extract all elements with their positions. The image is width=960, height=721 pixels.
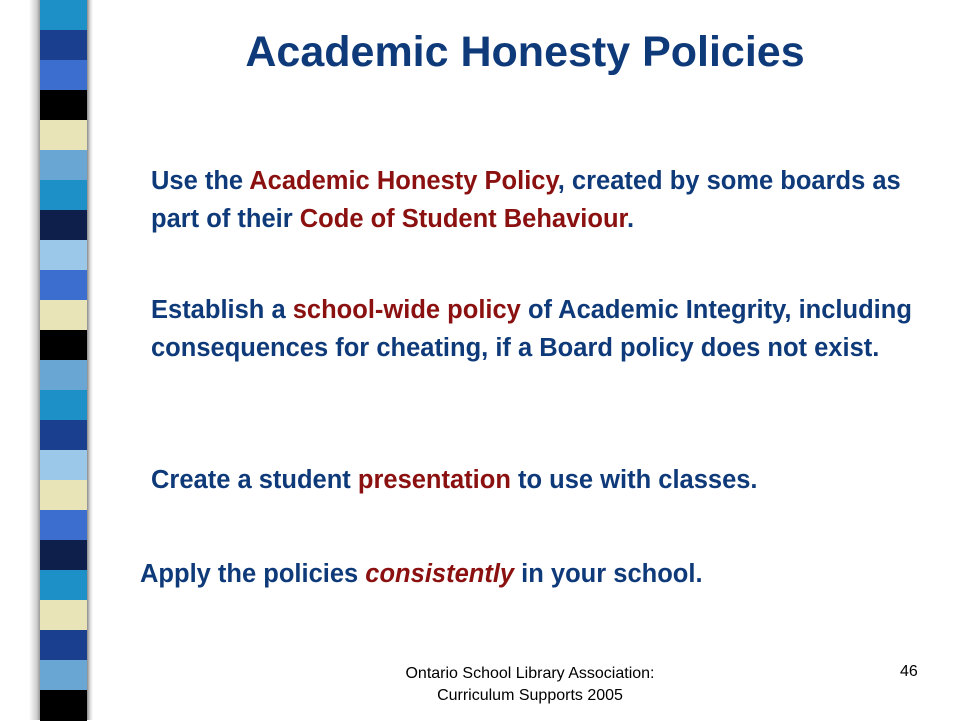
decorative-side-stripe xyxy=(0,0,110,720)
stripe-block xyxy=(40,510,87,541)
stripe-block xyxy=(40,540,87,571)
footer-text: Ontario School Library Association: Curriculum Supports 2005 xyxy=(405,665,655,704)
stripe-shadow-left xyxy=(29,0,40,720)
bullet-academic-honesty-policy xyxy=(151,162,951,238)
bullet-school-wide-policy xyxy=(151,291,951,367)
stripe-block xyxy=(40,300,87,331)
stripe-block xyxy=(40,450,87,481)
text-segment: of Academic Integrity, including consequences for cheating, if a Board policy does not exist. xyxy=(151,296,912,362)
stripe-block xyxy=(40,690,87,721)
slide-title: Academic Honesty Policies xyxy=(245,28,805,76)
stripe-block xyxy=(40,390,87,421)
stripe-block xyxy=(40,600,87,631)
stripe-block xyxy=(40,150,87,181)
stripe-block xyxy=(40,180,87,211)
page-number: 46 xyxy=(900,663,918,680)
highlight-presentation: presentation xyxy=(357,466,511,494)
text-segment: Create a student xyxy=(151,466,358,494)
stripe-block xyxy=(40,330,87,361)
stripe-block xyxy=(40,360,87,391)
stripe-block xyxy=(40,120,87,151)
text-segment: to use with classes. xyxy=(510,466,758,494)
highlight-code-of-student-behaviour: Code of Student Behaviour xyxy=(299,205,628,233)
stripe-block xyxy=(40,240,87,271)
bullet-apply-consistently xyxy=(140,555,940,593)
bullet-student-presentation xyxy=(151,461,951,499)
stripe-block xyxy=(40,0,87,31)
text-segment: Apply the policies xyxy=(140,560,366,588)
stripe-block xyxy=(40,90,87,121)
text-segment: Use the xyxy=(151,167,250,195)
text-segment: , created by some boards as part of their xyxy=(151,167,901,233)
stripe-block xyxy=(40,660,87,691)
stripe-block xyxy=(40,60,87,91)
stripe-block xyxy=(40,210,87,241)
highlight-consistently: consistently xyxy=(365,560,515,588)
highlight-school-wide-policy: school-wide policy xyxy=(292,296,521,324)
stripe-block xyxy=(40,30,87,61)
text-segment: . xyxy=(627,205,635,233)
text-segment: in your school. xyxy=(514,560,703,588)
stripe-block xyxy=(40,270,87,301)
stripe-block xyxy=(40,480,87,511)
text-segment: Establish a xyxy=(151,296,293,324)
stripe-block xyxy=(40,570,87,601)
stripe-block xyxy=(40,420,87,451)
highlight-academic-honesty-policy: Academic Honesty Policy xyxy=(249,167,558,195)
stripe-shadow-right xyxy=(87,0,93,720)
stripe-block xyxy=(40,630,87,661)
